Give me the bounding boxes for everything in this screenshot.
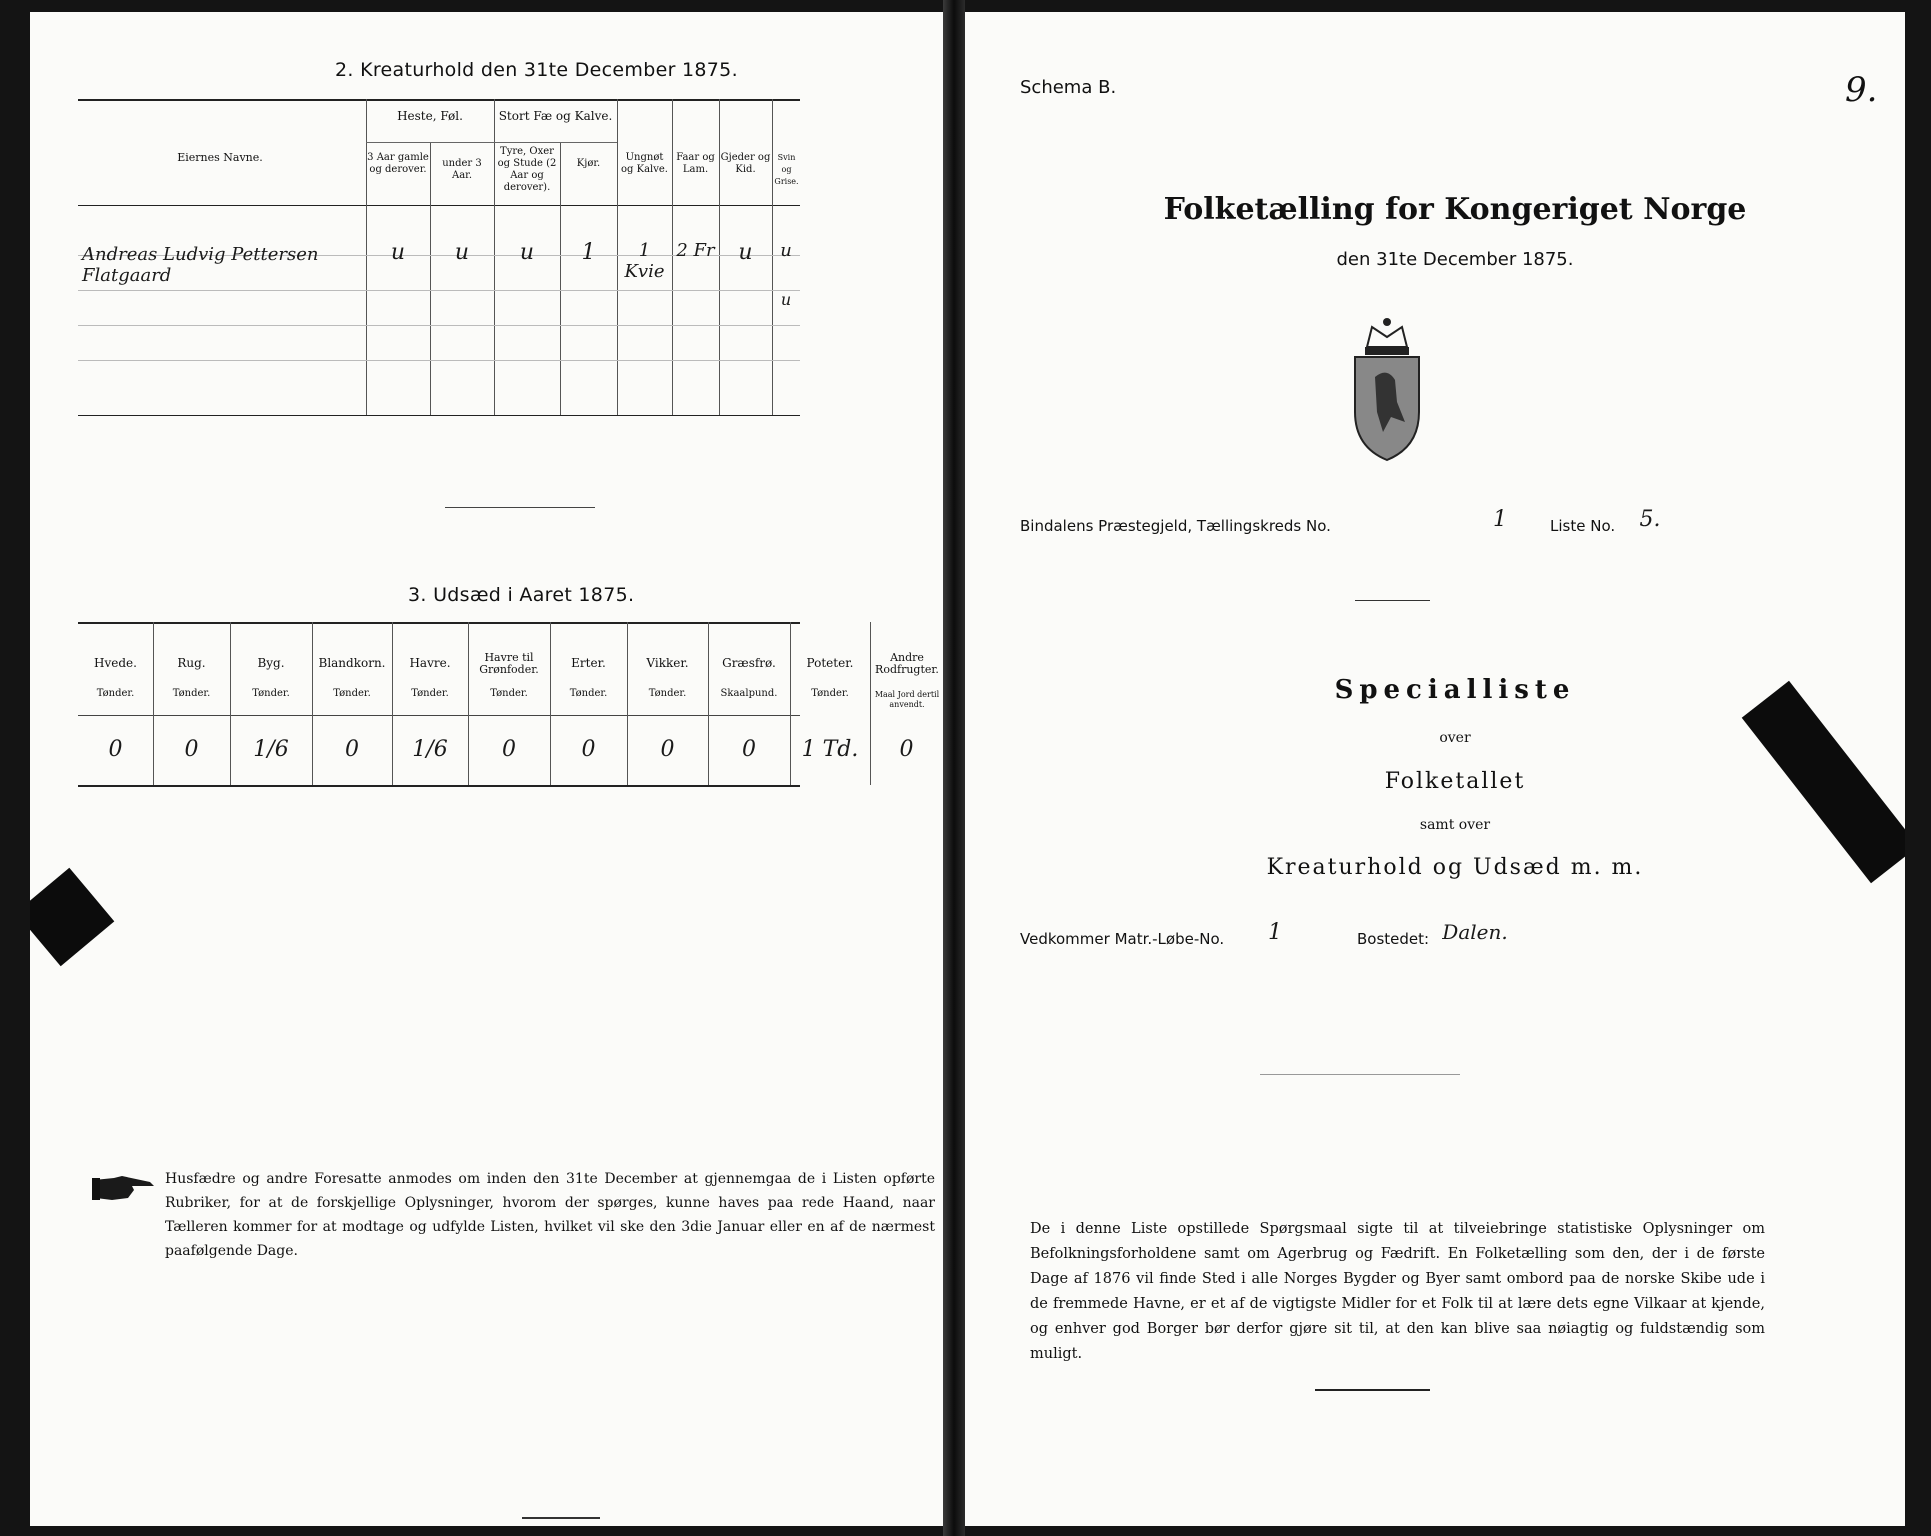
seed-col-header: Havre til Grønfoder. <box>479 651 539 676</box>
owner-header: Eiernes Navne. <box>177 151 263 164</box>
specialliste-title: Specialliste <box>1334 675 1576 705</box>
livestock-col-header: Tyre, Oxer og Stude (2 Aar og derover). <box>497 146 557 193</box>
page-clip <box>30 868 114 967</box>
matr-label: Vedkommer Matr.-Løbe-No. <box>1020 930 1225 948</box>
seed-cell: 0 <box>502 737 516 762</box>
livestock-col-header: 3 Aar gamle og derover. <box>367 152 429 175</box>
stort-fae-group-header: Stort Fæ og Kalve. <box>498 109 613 123</box>
seed-col-unit: Tønder. <box>172 688 211 699</box>
livestock-cell: u <box>390 240 406 265</box>
over-label: over <box>1439 730 1471 746</box>
liste-label: Liste No. <box>1550 517 1616 535</box>
page-clip <box>1742 681 1905 883</box>
livestock-cell: 1 <box>581 240 596 265</box>
seed-cell: 0 <box>899 737 914 762</box>
heste-group-header: Heste, Føl. <box>397 109 463 123</box>
samt-over-label: samt over <box>1419 817 1491 833</box>
seed-cell: 1/6 <box>412 737 448 762</box>
kreds-value: 1 <box>1493 507 1507 532</box>
seed-col-unit: Tønder. <box>490 688 528 699</box>
main-title: Folketælling for Kongeriget Norge <box>1163 192 1747 227</box>
seed-col-header: Havre. <box>409 656 451 670</box>
schema-label: Schema B. <box>1020 77 1117 98</box>
seed-col-header: Græsfrø. <box>722 656 776 670</box>
seed-col-unit: Tønder. <box>252 688 290 699</box>
matr-value: 1 <box>1268 920 1282 945</box>
livestock-col-header: Ungnøt og Kalve. <box>621 152 668 175</box>
seed-col-header: Hvede. <box>94 656 137 670</box>
right-page <box>965 12 1905 1526</box>
section2-title: 2. Kreaturhold den 31te December 1875. <box>335 59 738 81</box>
seed-col-header: Vikker. <box>646 656 689 670</box>
livestock-cell: u <box>780 240 792 261</box>
bosted-value: Dalen. <box>1442 920 1508 944</box>
left-page <box>30 12 943 1526</box>
seed-col-unit: Tønder. <box>648 688 687 699</box>
kreaturhold-label: Kreaturhold og Udsæd m. m. <box>1266 855 1644 880</box>
seed-col-header: Andre Rodfrugter. <box>875 651 939 676</box>
seed-col-unit: Tønder. <box>811 688 849 699</box>
liste-value: 5. <box>1639 507 1661 532</box>
bosted-label: Bostedet: <box>1357 930 1430 948</box>
livestock-col-header: Svin og Grise. <box>774 153 799 186</box>
book-gutter <box>943 0 965 1536</box>
norwegian-coat-of-arms-icon <box>1347 312 1427 462</box>
livestock-col-header: Gjeder og Kid. <box>720 152 771 175</box>
section3-title: 3. Udsæd i Aaret 1875. <box>408 584 635 606</box>
seed-col-unit: Tønder. <box>333 688 371 699</box>
livestock-cell: 2 Fr <box>676 240 715 261</box>
livestock-col-header: Kjør. <box>576 158 601 169</box>
seed-col-header: Erter. <box>571 656 606 670</box>
notice-text: Husfædre og andre Foresatte anmodes om inden den 31te December at gjennemgaa de i Listen opførte Rubriker, for at de forskjellige Oplysninger, hvorom der spørges, kunne haves paa rede Haand, naar Tælleren kommer for at modtage og udfylde Listen, hvilket vil ske den 3die Januar eller en af de nærmest paafølgende Dage. <box>165 1171 935 1259</box>
seed-cell: 0 <box>742 737 756 762</box>
parish-label: Bindalens Præstegjeld, Tællingskreds No. <box>1020 517 1331 535</box>
owner-name: Andreas Ludvig Pettersen Flatgaard <box>82 244 319 286</box>
livestock-col-header: Faar og Lam. <box>676 152 715 175</box>
seed-col-unit: Maal Jord dertil anvendt. <box>874 690 940 709</box>
seed-col-header: Blandkorn. <box>318 656 386 670</box>
seed-cell: 1 Td. <box>801 737 859 762</box>
seed-cell: 0 <box>345 737 359 762</box>
page-number: 9. <box>1845 70 1878 110</box>
seed-cell: 0 <box>108 737 123 762</box>
livestock-cell: u <box>519 240 535 265</box>
seed-col-header: Byg. <box>257 656 285 670</box>
seed-col-header: Poteter. <box>806 656 854 670</box>
seed-cell: 0 <box>660 737 675 762</box>
census-date: den 31te December 1875. <box>1336 249 1574 270</box>
pointing-hand-icon <box>92 1172 162 1204</box>
livestock-col-header: under 3 Aar. <box>442 158 482 181</box>
seed-col-unit: Skaalpund. <box>720 688 778 699</box>
seed-cell: 0 <box>184 737 199 762</box>
livestock-cell: u <box>738 240 753 265</box>
livestock-cell: u <box>780 290 792 309</box>
seed-cell: 1/6 <box>253 737 289 762</box>
seed-col-unit: Tønder. <box>569 688 608 699</box>
purpose-text: De i denne Liste opstillede Spørgsmaal sigte til at tilveiebringe statistiske Oplysninger om Befolkningsforholdene samt om Agerbrug og Fædrift. En Folketælling som den, der i de første Dage af 1876 vil finde Sted i alle Norges Bygder og Byer samt ombord paa de norske Skibe ude i de fremmede Havne, er et af de vigtigste Midler for et Folk til at lære dets egne Vilkaar at kjende, og enhver god Borger bør derfor gjøre sit til, at den kan blive saa nøiagtig og fuldstændig som muligt. <box>1030 1221 1765 1362</box>
livestock-cell: 1 Kvie <box>624 240 665 282</box>
livestock-cell: u <box>454 240 470 265</box>
seed-cell: 0 <box>581 737 596 762</box>
seed-col-unit: Tønder. <box>411 688 449 699</box>
seed-col-header: Rug. <box>177 656 206 670</box>
seed-col-unit: Tønder. <box>96 688 135 699</box>
folketallet-label: Folketallet <box>1384 769 1526 794</box>
